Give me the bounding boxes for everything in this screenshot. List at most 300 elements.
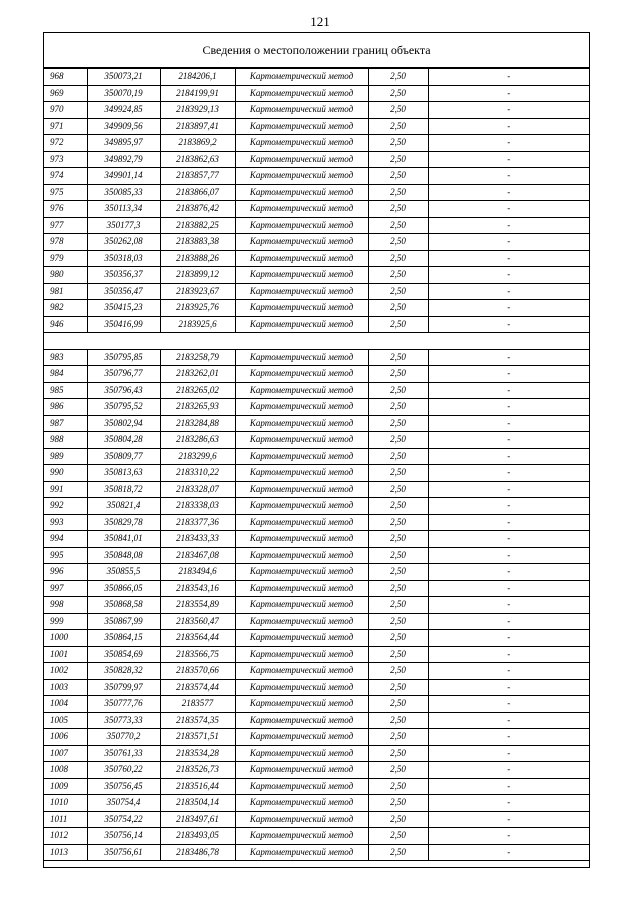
- point-number-cell: 1004: [44, 696, 87, 713]
- x-coordinate-cell: 350754,22: [87, 811, 160, 828]
- x-coordinate-cell: 350773,33: [87, 712, 160, 729]
- method-cell: Картометрический метод: [235, 300, 368, 317]
- y-coordinate-cell: 2183866,07: [160, 184, 235, 201]
- point-number-cell: 994: [44, 531, 87, 548]
- method-cell: Картометрический метод: [235, 151, 368, 168]
- y-coordinate-cell: 2183262,01: [160, 366, 235, 383]
- table-row: [44, 762, 589, 779]
- table-row: [44, 795, 589, 812]
- point-number-cell: 968: [44, 69, 87, 86]
- table-row: [44, 399, 589, 416]
- point-number-cell: 1007: [44, 745, 87, 762]
- x-coordinate-cell: 349895,97: [87, 135, 160, 152]
- point-number-cell: 990: [44, 465, 87, 482]
- table-row: [44, 201, 589, 218]
- x-coordinate-cell: 350848,08: [87, 547, 160, 564]
- method-cell: Картометрический метод: [235, 679, 368, 696]
- accuracy-cell: 2,50: [368, 481, 428, 498]
- accuracy-cell: 2,50: [368, 69, 428, 86]
- accuracy-cell: 2,50: [368, 778, 428, 795]
- point-number-cell: 999: [44, 613, 87, 630]
- x-coordinate-cell: 349909,56: [87, 118, 160, 135]
- table-row: [44, 547, 589, 564]
- x-coordinate-cell: 350113,34: [87, 201, 160, 218]
- x-coordinate-cell: 350829,78: [87, 514, 160, 531]
- table-row: [44, 366, 589, 383]
- accuracy-cell: 2,50: [368, 201, 428, 218]
- table-row: [44, 151, 589, 168]
- accuracy-cell: 2,50: [368, 795, 428, 812]
- description-cell: -: [428, 811, 589, 828]
- description-cell: -: [428, 762, 589, 779]
- accuracy-cell: 2,50: [368, 399, 428, 416]
- method-cell: Картометрический метод: [235, 811, 368, 828]
- method-cell: Картометрический метод: [235, 118, 368, 135]
- description-cell: -: [428, 151, 589, 168]
- accuracy-cell: 2,50: [368, 366, 428, 383]
- separator-cell: [44, 333, 589, 350]
- method-cell: Картометрический метод: [235, 349, 368, 366]
- description-cell: -: [428, 399, 589, 416]
- method-cell: Картометрический метод: [235, 696, 368, 713]
- method-cell: Картометрический метод: [235, 762, 368, 779]
- point-number-cell: 995: [44, 547, 87, 564]
- x-coordinate-cell: 350813,63: [87, 465, 160, 482]
- description-cell: -: [428, 250, 589, 267]
- description-cell: -: [428, 745, 589, 762]
- description-cell: -: [428, 547, 589, 564]
- y-coordinate-cell: 2183897,41: [160, 118, 235, 135]
- y-coordinate-cell: 2183876,42: [160, 201, 235, 218]
- method-cell: Картометрический метод: [235, 234, 368, 251]
- x-coordinate-cell: 350804,28: [87, 432, 160, 449]
- table-row: [44, 613, 589, 630]
- description-cell: -: [428, 828, 589, 845]
- description-cell: -: [428, 316, 589, 333]
- accuracy-cell: 2,50: [368, 283, 428, 300]
- accuracy-cell: 2,50: [368, 300, 428, 317]
- description-cell: -: [428, 795, 589, 812]
- accuracy-cell: 2,50: [368, 613, 428, 630]
- accuracy-cell: 2,50: [368, 316, 428, 333]
- x-coordinate-cell: 350085,33: [87, 184, 160, 201]
- accuracy-cell: 2,50: [368, 531, 428, 548]
- y-coordinate-cell: 2183494,6: [160, 564, 235, 581]
- method-cell: Картометрический метод: [235, 135, 368, 152]
- accuracy-cell: 2,50: [368, 217, 428, 234]
- point-number-cell: 978: [44, 234, 87, 251]
- accuracy-cell: 2,50: [368, 168, 428, 185]
- accuracy-cell: 2,50: [368, 85, 428, 102]
- x-coordinate-cell: 350809,77: [87, 448, 160, 465]
- method-cell: Картометрический метод: [235, 498, 368, 515]
- accuracy-cell: 2,50: [368, 415, 428, 432]
- table-row: [44, 118, 589, 135]
- y-coordinate-cell: 2183526,73: [160, 762, 235, 779]
- y-coordinate-cell: 2183560,47: [160, 613, 235, 630]
- x-coordinate-cell: 350795,52: [87, 399, 160, 416]
- y-coordinate-cell: 2183929,13: [160, 102, 235, 119]
- description-cell: -: [428, 696, 589, 713]
- description-cell: -: [428, 465, 589, 482]
- x-coordinate-cell: 350770,2: [87, 729, 160, 746]
- description-cell: -: [428, 102, 589, 119]
- accuracy-cell: 2,50: [368, 349, 428, 366]
- point-number-cell: 986: [44, 399, 87, 416]
- description-cell: -: [428, 663, 589, 680]
- method-cell: Картометрический метод: [235, 168, 368, 185]
- point-number-cell: 972: [44, 135, 87, 152]
- x-coordinate-cell: 350760,22: [87, 762, 160, 779]
- accuracy-cell: 2,50: [368, 547, 428, 564]
- y-coordinate-cell: 2183883,38: [160, 234, 235, 251]
- description-cell: -: [428, 168, 589, 185]
- description-cell: -: [428, 366, 589, 383]
- point-number-cell: 1012: [44, 828, 87, 845]
- method-cell: Картометрический метод: [235, 432, 368, 449]
- table-row: [44, 663, 589, 680]
- point-number-cell: 1013: [44, 844, 87, 861]
- x-coordinate-cell: 350795,85: [87, 349, 160, 366]
- accuracy-cell: 2,50: [368, 382, 428, 399]
- x-coordinate-cell: 350796,77: [87, 366, 160, 383]
- y-coordinate-cell: 2183258,79: [160, 349, 235, 366]
- y-coordinate-cell: 2183862,63: [160, 151, 235, 168]
- x-coordinate-cell: 350070,19: [87, 85, 160, 102]
- accuracy-cell: 2,50: [368, 844, 428, 861]
- description-cell: -: [428, 481, 589, 498]
- method-cell: Картометрический метод: [235, 201, 368, 218]
- point-number-cell: 1008: [44, 762, 87, 779]
- y-coordinate-cell: 2183925,6: [160, 316, 235, 333]
- y-coordinate-cell: 2183433,33: [160, 531, 235, 548]
- x-coordinate-cell: 349901,14: [87, 168, 160, 185]
- y-coordinate-cell: 2183328,07: [160, 481, 235, 498]
- accuracy-cell: 2,50: [368, 184, 428, 201]
- accuracy-cell: 2,50: [368, 646, 428, 663]
- method-cell: Картометрический метод: [235, 366, 368, 383]
- y-coordinate-cell: 2183497,61: [160, 811, 235, 828]
- y-coordinate-cell: 2183286,63: [160, 432, 235, 449]
- accuracy-cell: 2,50: [368, 679, 428, 696]
- description-cell: -: [428, 448, 589, 465]
- description-cell: -: [428, 267, 589, 284]
- point-number-cell: 991: [44, 481, 87, 498]
- table-row: [44, 646, 589, 663]
- method-cell: Картометрический метод: [235, 415, 368, 432]
- description-cell: -: [428, 531, 589, 548]
- table-row: [44, 597, 589, 614]
- table-row: [44, 844, 589, 861]
- method-cell: Картометрический метод: [235, 745, 368, 762]
- boundary-table: [44, 68, 589, 861]
- point-number-cell: 1009: [44, 778, 87, 795]
- method-cell: Картометрический метод: [235, 580, 368, 597]
- x-coordinate-cell: 349892,79: [87, 151, 160, 168]
- description-cell: -: [428, 85, 589, 102]
- point-number-cell: 1003: [44, 679, 87, 696]
- point-number-cell: 982: [44, 300, 87, 317]
- description-cell: -: [428, 729, 589, 746]
- x-coordinate-cell: 350356,37: [87, 267, 160, 284]
- description-cell: -: [428, 118, 589, 135]
- point-number-cell: 970: [44, 102, 87, 119]
- y-coordinate-cell: 2183857,77: [160, 168, 235, 185]
- method-cell: Картометрический метод: [235, 729, 368, 746]
- method-cell: Картометрический метод: [235, 283, 368, 300]
- table-row: [44, 250, 589, 267]
- accuracy-cell: 2,50: [368, 712, 428, 729]
- x-coordinate-cell: 350262,08: [87, 234, 160, 251]
- point-number-cell: 996: [44, 564, 87, 581]
- point-number-cell: 975: [44, 184, 87, 201]
- table-row: [44, 168, 589, 185]
- x-coordinate-cell: 350415,23: [87, 300, 160, 317]
- method-cell: Картометрический метод: [235, 316, 368, 333]
- table-row: [44, 828, 589, 845]
- point-number-cell: 985: [44, 382, 87, 399]
- table-row: [44, 679, 589, 696]
- accuracy-cell: 2,50: [368, 498, 428, 515]
- accuracy-cell: 2,50: [368, 828, 428, 845]
- table-row: [44, 448, 589, 465]
- point-number-cell: 977: [44, 217, 87, 234]
- table-row: [44, 580, 589, 597]
- accuracy-cell: 2,50: [368, 729, 428, 746]
- y-coordinate-cell: 2183310,22: [160, 465, 235, 482]
- description-cell: -: [428, 679, 589, 696]
- accuracy-cell: 2,50: [368, 250, 428, 267]
- method-cell: Картометрический метод: [235, 844, 368, 861]
- accuracy-cell: 2,50: [368, 597, 428, 614]
- description-cell: -: [428, 712, 589, 729]
- accuracy-cell: 2,50: [368, 811, 428, 828]
- point-number-cell: 1006: [44, 729, 87, 746]
- accuracy-cell: 2,50: [368, 448, 428, 465]
- x-coordinate-cell: 350754,4: [87, 795, 160, 812]
- description-cell: -: [428, 415, 589, 432]
- accuracy-cell: 2,50: [368, 696, 428, 713]
- description-cell: -: [428, 778, 589, 795]
- y-coordinate-cell: 2183265,02: [160, 382, 235, 399]
- point-number-cell: 992: [44, 498, 87, 515]
- table-row: [44, 69, 589, 86]
- group-separator-row: [44, 333, 589, 350]
- accuracy-cell: 2,50: [368, 663, 428, 680]
- point-number-cell: 976: [44, 201, 87, 218]
- point-number-cell: 971: [44, 118, 87, 135]
- point-number-cell: 1011: [44, 811, 87, 828]
- table-row: [44, 778, 589, 795]
- x-coordinate-cell: 350802,94: [87, 415, 160, 432]
- y-coordinate-cell: 2183564,44: [160, 630, 235, 647]
- x-coordinate-cell: 350356,47: [87, 283, 160, 300]
- table-row: [44, 102, 589, 119]
- method-cell: Картометрический метод: [235, 613, 368, 630]
- table-row: [44, 498, 589, 515]
- method-cell: Картометрический метод: [235, 399, 368, 416]
- accuracy-cell: 2,50: [368, 102, 428, 119]
- point-number-cell: 989: [44, 448, 87, 465]
- method-cell: Картометрический метод: [235, 630, 368, 647]
- y-coordinate-cell: 2183516,44: [160, 778, 235, 795]
- table-row: [44, 217, 589, 234]
- description-cell: -: [428, 514, 589, 531]
- method-cell: Картометрический метод: [235, 514, 368, 531]
- description-cell: -: [428, 613, 589, 630]
- description-cell: -: [428, 201, 589, 218]
- y-coordinate-cell: 2183574,44: [160, 679, 235, 696]
- accuracy-cell: 2,50: [368, 564, 428, 581]
- y-coordinate-cell: 2183493,05: [160, 828, 235, 845]
- y-coordinate-cell: 2183574,35: [160, 712, 235, 729]
- table-row: [44, 184, 589, 201]
- y-coordinate-cell: 2183486,78: [160, 844, 235, 861]
- table-row: [44, 316, 589, 333]
- x-coordinate-cell: 350756,45: [87, 778, 160, 795]
- table-row: [44, 267, 589, 284]
- method-cell: Картометрический метод: [235, 547, 368, 564]
- accuracy-cell: 2,50: [368, 630, 428, 647]
- x-coordinate-cell: 350796,43: [87, 382, 160, 399]
- table-row: [44, 531, 589, 548]
- y-coordinate-cell: 2183543,16: [160, 580, 235, 597]
- description-cell: -: [428, 283, 589, 300]
- accuracy-cell: 2,50: [368, 580, 428, 597]
- table-row: [44, 465, 589, 482]
- method-cell: Картометрический метод: [235, 465, 368, 482]
- table-row: [44, 712, 589, 729]
- point-number-cell: 993: [44, 514, 87, 531]
- y-coordinate-cell: 2183377,36: [160, 514, 235, 531]
- y-coordinate-cell: 2183882,25: [160, 217, 235, 234]
- x-coordinate-cell: 350867,99: [87, 613, 160, 630]
- method-cell: Картометрический метод: [235, 778, 368, 795]
- point-number-cell: 973: [44, 151, 87, 168]
- point-number-cell: 1000: [44, 630, 87, 647]
- method-cell: Картометрический метод: [235, 102, 368, 119]
- x-coordinate-cell: 350828,32: [87, 663, 160, 680]
- point-number-cell: 987: [44, 415, 87, 432]
- accuracy-cell: 2,50: [368, 465, 428, 482]
- table-row: [44, 630, 589, 647]
- y-coordinate-cell: 2183925,76: [160, 300, 235, 317]
- method-cell: Картометрический метод: [235, 250, 368, 267]
- point-number-cell: 983: [44, 349, 87, 366]
- description-cell: -: [428, 564, 589, 581]
- table-row: [44, 382, 589, 399]
- accuracy-cell: 2,50: [368, 234, 428, 251]
- x-coordinate-cell: 350756,14: [87, 828, 160, 845]
- x-coordinate-cell: 350318,03: [87, 250, 160, 267]
- table-row: [44, 415, 589, 432]
- description-cell: -: [428, 217, 589, 234]
- point-number-cell: 980: [44, 267, 87, 284]
- y-coordinate-cell: 2184199,91: [160, 85, 235, 102]
- y-coordinate-cell: 2183899,12: [160, 267, 235, 284]
- method-cell: Картометрический метод: [235, 828, 368, 845]
- description-cell: -: [428, 184, 589, 201]
- description-cell: -: [428, 69, 589, 86]
- accuracy-cell: 2,50: [368, 135, 428, 152]
- y-coordinate-cell: 2183923,67: [160, 283, 235, 300]
- y-coordinate-cell: 2183577: [160, 696, 235, 713]
- y-coordinate-cell: 2183504,14: [160, 795, 235, 812]
- description-cell: -: [428, 844, 589, 861]
- description-cell: -: [428, 597, 589, 614]
- x-coordinate-cell: 350868,58: [87, 597, 160, 614]
- x-coordinate-cell: 350866,05: [87, 580, 160, 597]
- accuracy-cell: 2,50: [368, 151, 428, 168]
- table-row: [44, 514, 589, 531]
- description-cell: -: [428, 646, 589, 663]
- table-row: [44, 349, 589, 366]
- method-cell: Картометрический метод: [235, 217, 368, 234]
- table-row: [44, 811, 589, 828]
- table-row: [44, 729, 589, 746]
- description-cell: -: [428, 349, 589, 366]
- description-cell: -: [428, 382, 589, 399]
- method-cell: Картометрический метод: [235, 597, 368, 614]
- table-row: [44, 696, 589, 713]
- y-coordinate-cell: 2184206,1: [160, 69, 235, 86]
- page-number: 121: [310, 14, 330, 29]
- accuracy-cell: 2,50: [368, 762, 428, 779]
- point-number-cell: 974: [44, 168, 87, 185]
- table-row: [44, 745, 589, 762]
- x-coordinate-cell: 350777,76: [87, 696, 160, 713]
- x-coordinate-cell: 350841,01: [87, 531, 160, 548]
- description-cell: -: [428, 135, 589, 152]
- table-row: [44, 283, 589, 300]
- description-cell: -: [428, 300, 589, 317]
- point-number-cell: 979: [44, 250, 87, 267]
- accuracy-cell: 2,50: [368, 267, 428, 284]
- table-title: Сведения о местоположении границ объекта: [44, 33, 589, 68]
- description-cell: -: [428, 630, 589, 647]
- y-coordinate-cell: 2183869,2: [160, 135, 235, 152]
- point-number-cell: 984: [44, 366, 87, 383]
- point-number-cell: 946: [44, 316, 87, 333]
- x-coordinate-cell: 350854,69: [87, 646, 160, 663]
- x-coordinate-cell: 350761,33: [87, 745, 160, 762]
- method-cell: Картометрический метод: [235, 184, 368, 201]
- y-coordinate-cell: 2183566,75: [160, 646, 235, 663]
- method-cell: Картометрический метод: [235, 564, 368, 581]
- y-coordinate-cell: 2183467,08: [160, 547, 235, 564]
- accuracy-cell: 2,50: [368, 514, 428, 531]
- table-row: [44, 234, 589, 251]
- point-number-cell: 1001: [44, 646, 87, 663]
- description-cell: -: [428, 432, 589, 449]
- x-coordinate-cell: 350821,4: [87, 498, 160, 515]
- point-number-cell: 1002: [44, 663, 87, 680]
- point-number-cell: 981: [44, 283, 87, 300]
- x-coordinate-cell: 350177,3: [87, 217, 160, 234]
- method-cell: Картометрический метод: [235, 531, 368, 548]
- y-coordinate-cell: 2183534,28: [160, 745, 235, 762]
- x-coordinate-cell: 350799,97: [87, 679, 160, 696]
- method-cell: Картометрический метод: [235, 382, 368, 399]
- accuracy-cell: 2,50: [368, 745, 428, 762]
- table-row: [44, 481, 589, 498]
- x-coordinate-cell: 350756,61: [87, 844, 160, 861]
- y-coordinate-cell: 2183299,6: [160, 448, 235, 465]
- y-coordinate-cell: 2183888,26: [160, 250, 235, 267]
- y-coordinate-cell: 2183284,88: [160, 415, 235, 432]
- point-number-cell: 998: [44, 597, 87, 614]
- table-row: [44, 85, 589, 102]
